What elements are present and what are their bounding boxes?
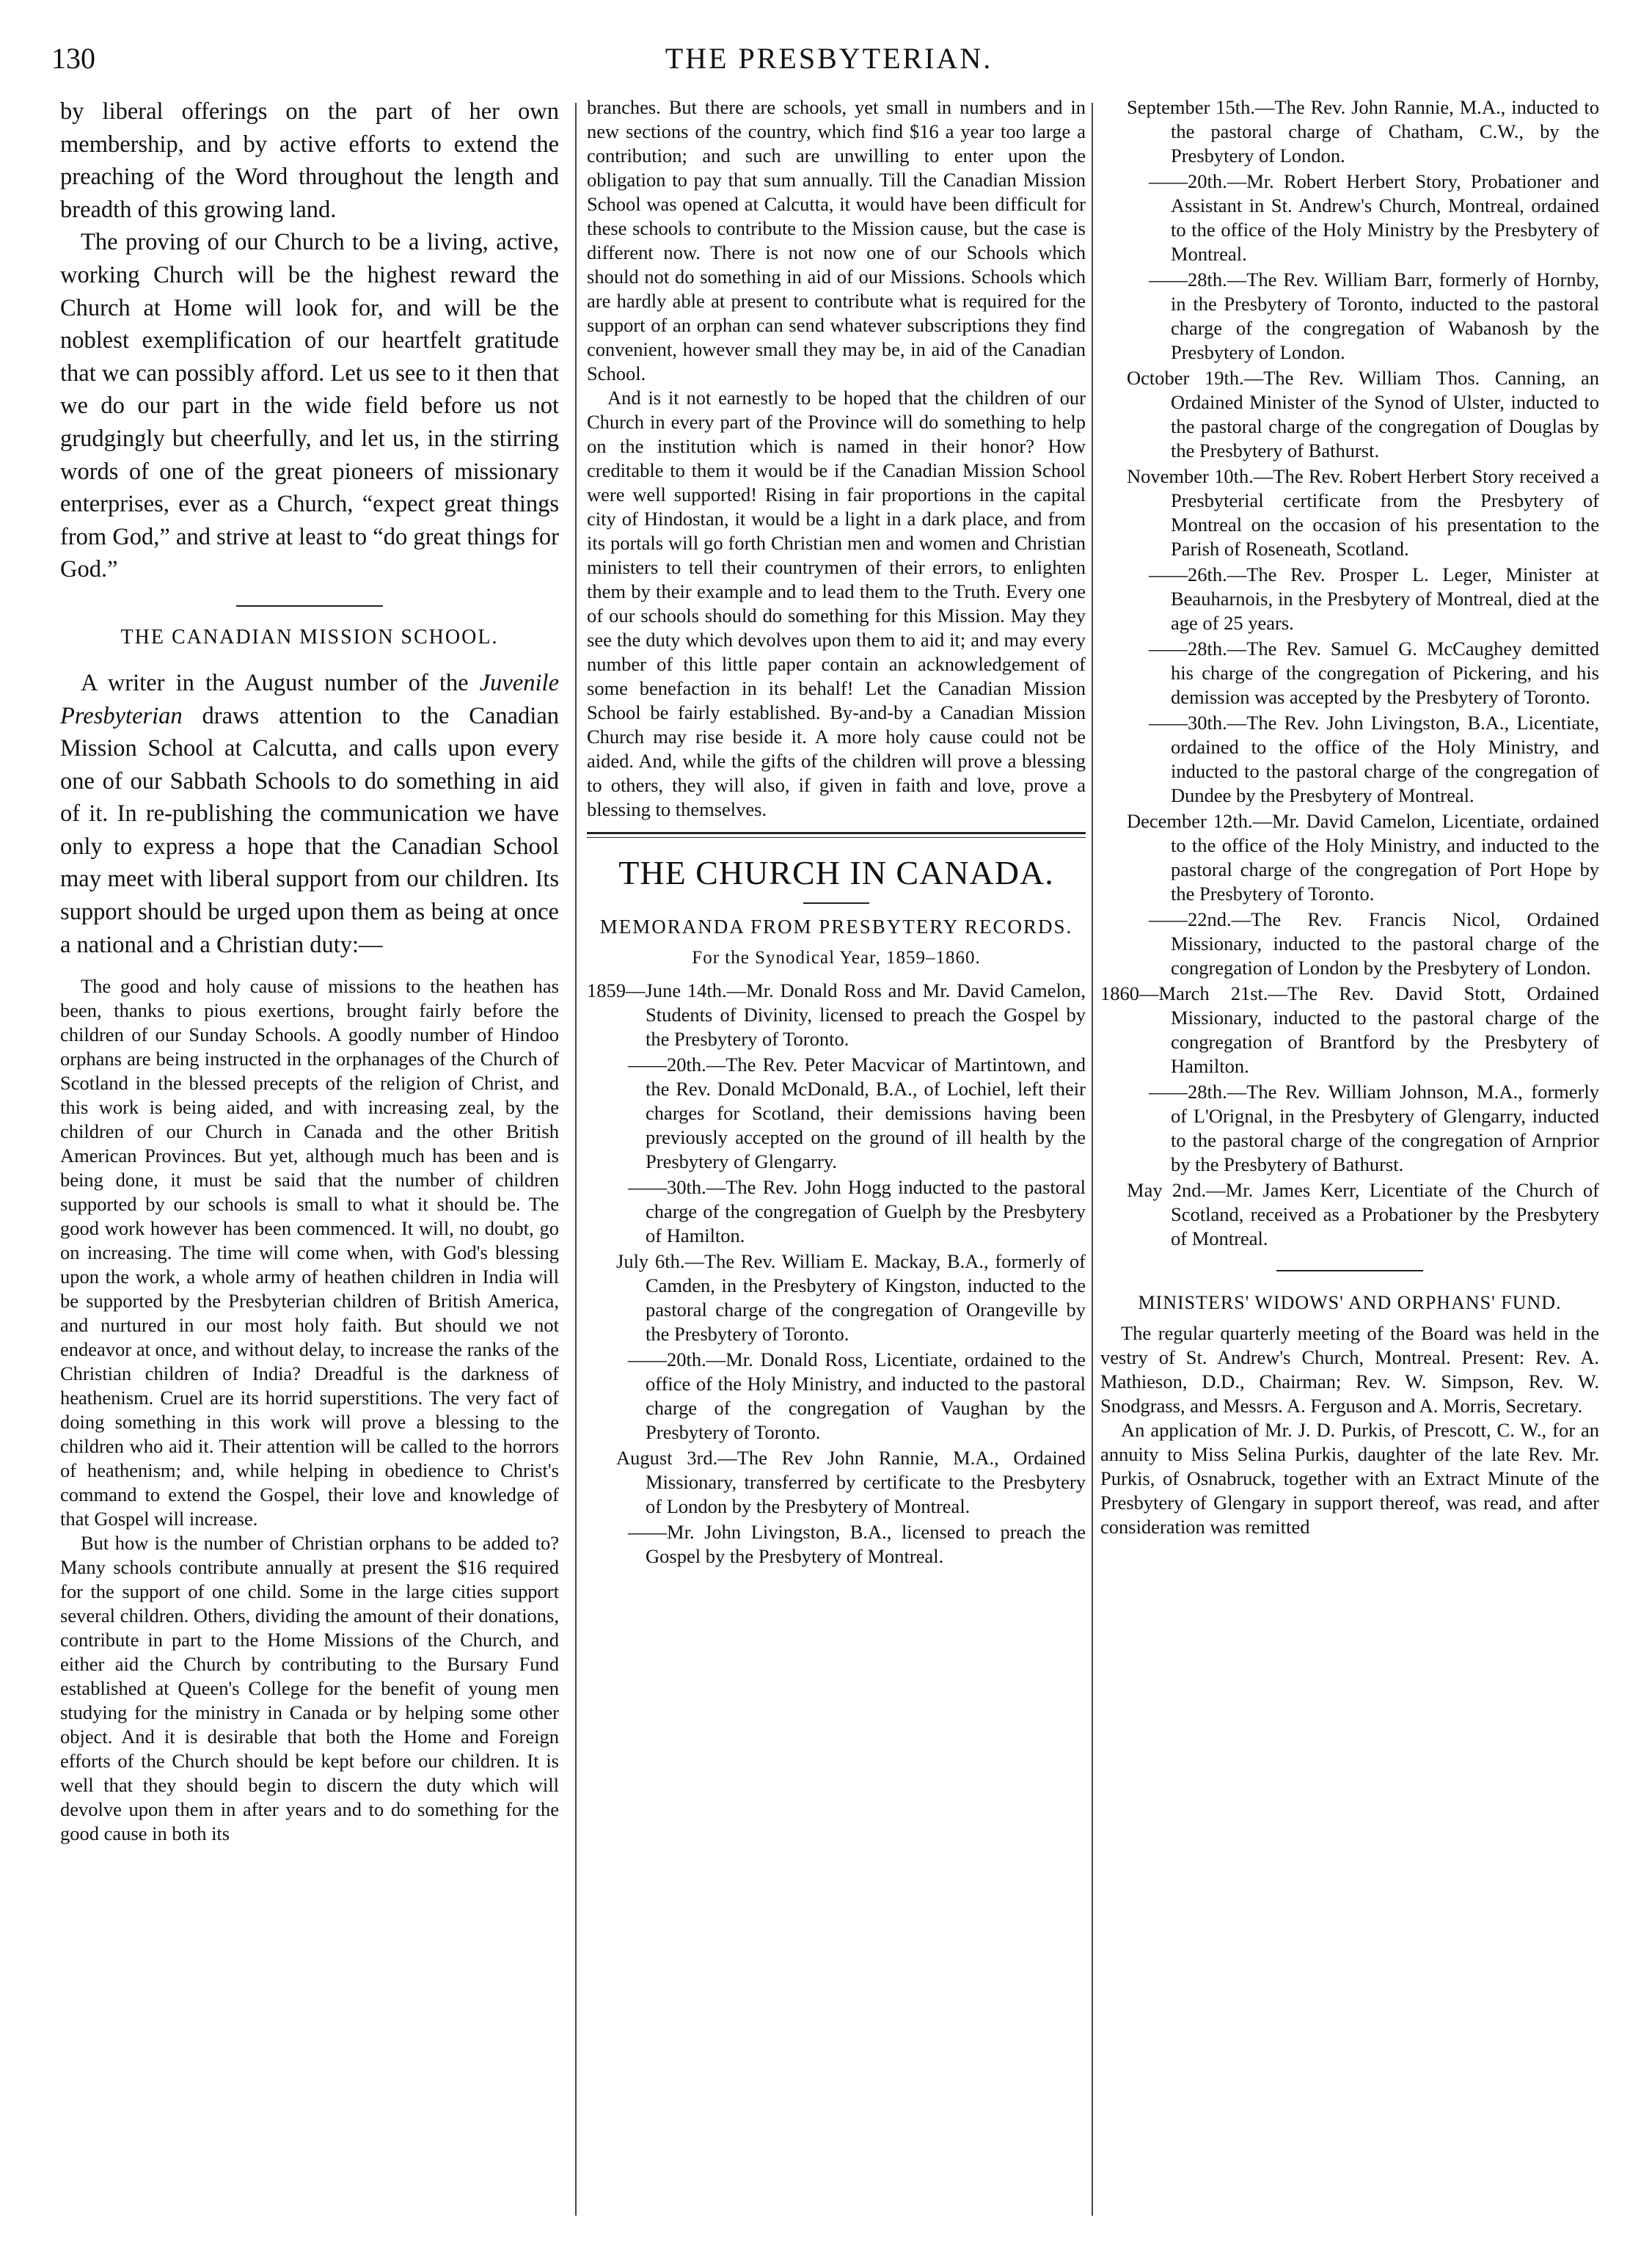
record-entry: May 2nd.—Mr. James Kerr, Licentiate of the Church of Scotland, received as a Probationer by the Presbytery of Montreal. xyxy=(1127,1179,1599,1249)
quoted-paragraph: But how is the number of Christian orphans to be added to? Many schools contribute annually at present the $16 required for the support of one child. Some in the large cities support several children. Others, dividing the amount of their donations, contribute in part to the Home Missions of the Church, and either aid the Church by contributing to the Bursary Fund established at Queen's College for the benefit of young men studying for the ministry in Canada or by helping some other object. And it is desirable that both the Home and Foreign efforts of the Church should be kept before our children. It is well that they should begin to discern the duty which will devolve upon them in after years and to do something for the good cause in both its xyxy=(60,1532,559,1845)
quoted-paragraph: branches. But there are schools, yet small in numbers and in new sections of the country, which find $16 a year too large a contribution; and such are unwilling to enter upon the obligation to pay that sum annually. Till the Canadian Mission School was opened at Calcutta, it would have been difficult for these schools to contribute to the Mission cause, but the case is different now. There is not now one of our Schools which should not do something in aid of our Missions. Schools which are hardly able at present to contribute what is required for the support of an orphan can send whatever subscriptions they find convenient, however small they may be, in aid of the Canadian School. xyxy=(587,96,1086,384)
record-entry: September 15th.—The Rev. John Rannie, M.A., inducted to the pastoral charge of Chatham, C.W., by the Presbytery of London. xyxy=(1127,96,1599,167)
main-heading-church-in-canada: THE CHURCH IN CANADA. xyxy=(618,854,1054,891)
paragraph-closing: The proving of our Church to be a living, active, working Church will be the highest reward the Church at Home will look for, and will be the noblest exemplification of our heartfelt gratitude that we can possibly afford. Let us see to it then that we do our part in the wide field before us not grudgingly but cheerfully, and let us, in the stirring words of one of the great pioneers of missionary enterprises, ever as a Church, “expect great things from God,” and strive at least to “do great things for God.” xyxy=(60,229,559,583)
record-entry: ——20th.—Mr. Robert Herbert Story, Probationer and Assistant in St. Andrew's Church, Montreal, ordained to the office of the Holy Ministry by the Presbytery of Montreal. xyxy=(1149,170,1599,265)
quoted-paragraph: And is it not earnestly to be hoped that the children of our Church in every part of the Province will do something to help on the institution which is named in their honor? How creditable to them it would be if the Canadian Mission School were well supported! Rising in fair proportions in the capital city of Hindostan, it would be a light in a dark place, and from its portals will go forth Christian men and women and Christian ministers to tell their countrymen of their errors, to enlighten them by their example and to lead them to the Truth. Every one of our schools should do something for this Mission. May they see the duty which devolves upon them to aid it; and may every number of this little paper contain an acknowledgement of some benefaction in its behalf! Let the Canadian Mission School be fairly established. By-and-by a Canadian Mission Church may rise beside it. A more holy cause could not be aided. And, while the gifts of the children will prove a blessing to others, they will also, if given in faith and love, prove a blessing to themselves. xyxy=(587,387,1086,820)
record-entry: ——20th.—The Rev. Peter Macvicar of Martintown, and the Rev. Donald McDonald, B.A., of Lochiel, left their charges for Scotland, their demissions having been previously accepted on the ground of ill health by the Presbytery of Glengarry. xyxy=(628,1054,1086,1172)
journal-title: Juvenile Presbyterian xyxy=(60,669,559,729)
record-entry: ——28th.—The Rev. William Barr, formerly of Hornby, in the Presbytery of Toronto, inducted to the pastoral charge of the congregation of Wabanosh by the Presbytery of London. xyxy=(1149,269,1599,363)
section-divider xyxy=(1276,1270,1423,1271)
record-entry: ——30th.—The Rev. John Hogg inducted to the pastoral charge of the congregation of Guelph by the Presbytery of Hamilton. xyxy=(628,1176,1086,1246)
record-entry: ——20th.—Mr. Donald Ross, Licentiate, ordained to the office of the Holy Ministry, and inducted to the pastoral charge of the congregation of Vaughan by the Presbytery of Toronto. xyxy=(628,1348,1086,1443)
section-heading-widows-fund: MINISTERS' WIDOWS' AND ORPHANS' FUND. xyxy=(1138,1292,1562,1313)
fund-paragraph: The regular quarterly meeting of the Board was held in the vestry of St. Andrew's Church, Montreal. Present: Rev. A. Mathieson, D.D., Chairman; Rev. W. Simpson, Rev. W. Snodgrass, and Messrs. A. Ferguson and A. Morris, Secretary. xyxy=(1100,1322,1599,1417)
section-double-rule xyxy=(587,832,1086,838)
column-1 xyxy=(60,95,559,2223)
heading-divider xyxy=(803,902,869,904)
record-entry: July 6th.—The Rev. William E. Mackay, B.A., formerly of Camden, in the Presbytery of Kingston, inducted to the pastoral charge of the congregation of Orangeville by the Presbytery of Toronto. xyxy=(616,1250,1086,1345)
running-title: THE PRESBYTERIAN. xyxy=(665,42,993,75)
column-rule-left xyxy=(575,103,577,2216)
column-rule-right xyxy=(1092,103,1093,2216)
paragraph-continued: by liberal offerings on the part of her own membership, and by active efforts to extend the preaching of the Word throughout the length and breadth of this growing land. xyxy=(60,98,559,223)
record-entry: ——26th.—The Rev. Prosper L. Leger, Minister at Beauharnois, in the Presbytery of Montreal, died at the age of 25 years. xyxy=(1149,563,1599,634)
page-header xyxy=(51,35,1607,87)
intro-text-before: A writer in the August number of the xyxy=(81,669,480,696)
record-entry: ——Mr. John Livingston, B.A., licensed to preach the Gospel by the Presbytery of Montreal. xyxy=(628,1521,1086,1567)
record-entry: October 19th.—The Rev. William Thos. Canning, an Ordained Minister of the Synod of Ulster, inducted to the pastoral charge of the congregation of Douglas by the Presbytery of Bathurst. xyxy=(1127,367,1599,461)
article-intro xyxy=(60,667,559,961)
fund-paragraph: An application of Mr. J. D. Purkis, of Prescott, C. W., for an annuity to Miss Selina Purkis, daughter of the late Rev. Mr. Purkis, of Osnabruck, together with an Extract Minute of the Presbytery of Glengary in support thereof, was read, and after consideration was remitted xyxy=(1100,1419,1599,1538)
quoted-paragraph: The good and holy cause of missions to the heathen has been, thanks to pious exertions, brought fairly before the children of our Sunday Schools. A goodly number of Hindoo orphans are being instructed in the orphanages of the Church of Scotland in the blessed precepts of the religion of Christ, and this work is being aided, and with increasing zeal, by the children of our Church in Canada and the other British American Provinces. But yet, although much has been and is being done, it must be said that the number of children supported by our schools is small to what it should be. The good work however has been commenced. It will, no doubt, go on increasing. The time will come when, with God's blessing upon the work, a whole army of heathen children in India will be supported by the Presbyterian children of British America, and nurtured in our most holy faith. But should we not endeavor at once, and without delay, to increase the ranks of the Christian children of India? Dreadful is the darkness of heathenism. Cruel are its horrid superstitions. The very fact of doing something in this work will prove a blessing to the children who aid it. Their attention will be called to the horrors of heathenism; and, while helping in obedience to Christ's command to extend the Gospel, their love and knowledge of that Gospel will increase. xyxy=(60,975,559,1530)
record-entry: August 3rd.—The Rev John Rannie, M.A., Ordained Missionary, transferred by certificate to the Presbytery of London by the Presbytery of Montreal. xyxy=(616,1447,1086,1517)
record-entry: 1859—June 14th.—Mr. Donald Ross and Mr. David Camelon, Students of Divinity, licensed to preach the Gospel by the Presbytery of Toronto. xyxy=(587,979,1086,1050)
record-entry: ——22nd.—The Rev. Francis Nicol, Ordained Missionary, inducted to the pastoral charge of the congregation of London by the Presbytery of London. xyxy=(1149,908,1599,979)
column-3 xyxy=(1100,95,1599,2223)
record-entry: 1860—March 21st.—The Rev. David Stott, Ordained Missionary, inducted to the pastoral charge of the congregation of Brantford by the Presbytery of Hamilton. xyxy=(1100,982,1599,1077)
page-number: 130 xyxy=(51,42,95,75)
intro-text-after: draws attention to the Canadian Mission School at Calcutta, and calls upon every one of our Sabbath Schools to do something in aid of it. In re-publishing the communication we have only to express a hope that the Canadian School may meet with liberal support from our children. Its support should be urged upon them as being at once a national and a Christian duty:— xyxy=(60,702,559,958)
sub-heading-memoranda: MEMORANDA FROM PRESBYTERY RECORDS. xyxy=(599,916,1073,938)
record-entry: ——28th.—The Rev. William Johnson, M.A., formerly of L'Orignal, in the Presbytery of Glengarry, inducted to the pastoral charge of the congregation of Arnprior by the Presbytery of Bathurst. xyxy=(1149,1081,1599,1175)
record-entry: November 10th.—The Rev. Robert Herbert Story received a Presbyterial certificate from the Presbytery of Montreal on the occasion of his presentation to the Parish of Roseneath, Scotland. xyxy=(1127,465,1599,560)
section-heading-mission-school: THE CANADIAN MISSION SCHOOL. xyxy=(120,625,499,649)
record-entry: ——30th.—The Rev. John Livingston, B.A., Licentiate, ordained to the office of the Holy Ministry, and inducted to the pastoral charge of the congregation of Dundee by the Presbytery of Montreal. xyxy=(1149,712,1599,806)
synodical-year-heading: For the Synodical Year, 1859–1860. xyxy=(692,948,981,968)
section-divider xyxy=(236,605,383,607)
record-entry: ——28th.—The Rev. Samuel G. McCaughey demitted his charge of the congregation of Pickering, and his demission was accepted by the Presbytery of Toronto. xyxy=(1149,638,1599,708)
record-entry: December 12th.—Mr. David Camelon, Licentiate, ordained to the office of the Holy Ministry, and inducted to the pastoral charge of the congregation of Port Hope by the Presbytery of Toronto. xyxy=(1127,810,1599,905)
column-2 xyxy=(587,95,1086,2223)
